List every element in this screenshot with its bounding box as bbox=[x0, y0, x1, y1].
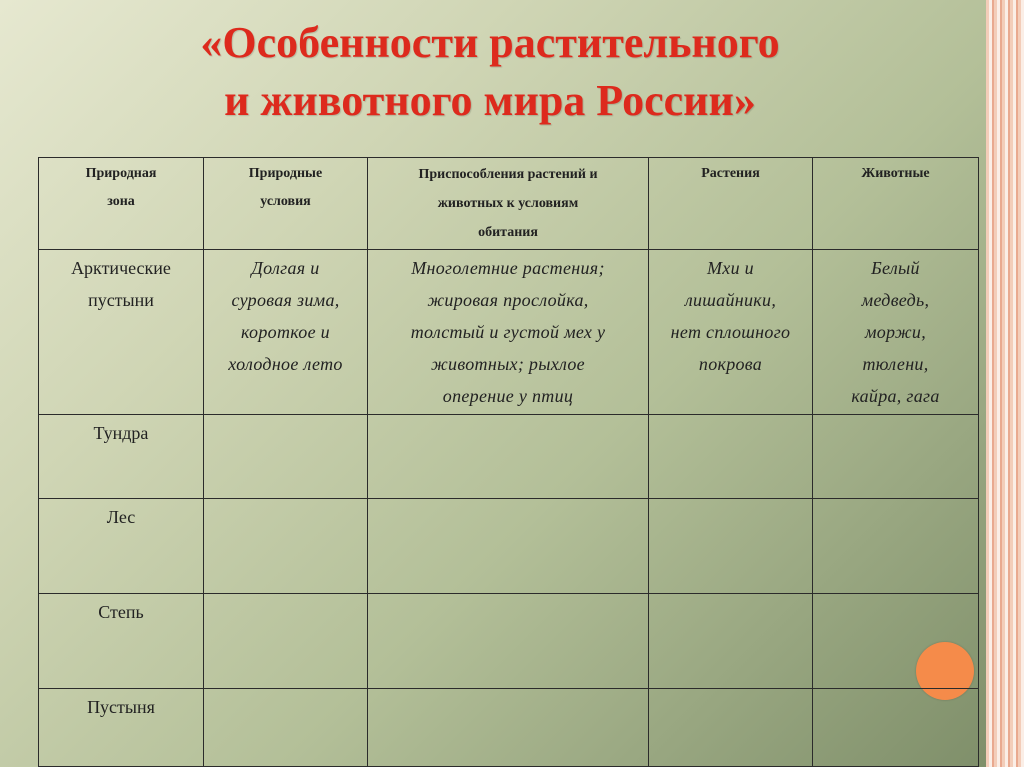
empty-cell bbox=[649, 594, 813, 689]
header-adaptations bbox=[368, 158, 649, 250]
cell-text: животных; рыхлое bbox=[431, 354, 585, 374]
zone-text: Арктические bbox=[71, 258, 171, 278]
empty-cell bbox=[813, 499, 979, 594]
header-text: Природная bbox=[85, 166, 157, 181]
header-text: зона bbox=[107, 194, 135, 209]
table-row bbox=[39, 594, 979, 689]
zone-cell bbox=[39, 689, 204, 767]
zones-table bbox=[38, 157, 979, 767]
empty-cell bbox=[368, 499, 649, 594]
empty-cell bbox=[204, 415, 368, 499]
cell-text: оперение у птиц bbox=[442, 386, 574, 406]
empty-cell bbox=[649, 689, 813, 767]
empty-cell bbox=[368, 415, 649, 499]
header-text: Приспособления растений и bbox=[418, 167, 598, 182]
decorative-stripes bbox=[986, 0, 1024, 767]
empty-cell bbox=[813, 689, 979, 767]
cell-text: холодное лето bbox=[228, 354, 343, 374]
zone-text: Пустыня bbox=[87, 697, 155, 717]
header-row bbox=[39, 158, 979, 250]
header-animals bbox=[813, 158, 979, 250]
slide-title bbox=[40, 14, 940, 130]
conditions-cell bbox=[204, 250, 368, 415]
empty-cell bbox=[649, 499, 813, 594]
animals-cell bbox=[813, 250, 979, 415]
cell-text: Белый bbox=[871, 258, 920, 278]
zone-cell bbox=[39, 594, 204, 689]
title-line-2: и животного мира России» bbox=[224, 76, 756, 125]
empty-cell bbox=[813, 415, 979, 499]
empty-cell bbox=[649, 415, 813, 499]
zone-text: Степь bbox=[98, 602, 144, 622]
table-row bbox=[39, 689, 979, 767]
cell-text: Долгая и bbox=[251, 258, 320, 278]
empty-cell bbox=[813, 594, 979, 689]
zone-cell bbox=[39, 415, 204, 499]
header-conditions bbox=[204, 158, 368, 250]
table-row bbox=[39, 499, 979, 594]
header-zone bbox=[39, 158, 204, 250]
zone-cell bbox=[39, 499, 204, 594]
header-text: животных к условиям bbox=[437, 196, 579, 211]
table-row bbox=[39, 250, 979, 415]
cell-text: Многолетние растения; bbox=[411, 258, 605, 278]
cell-text: моржи, bbox=[864, 322, 927, 342]
zone-text: Тундра bbox=[93, 423, 149, 443]
empty-cell bbox=[204, 689, 368, 767]
empty-cell bbox=[368, 689, 649, 767]
table-row bbox=[39, 415, 979, 499]
zone-cell bbox=[39, 250, 204, 415]
cell-text: медведь, bbox=[861, 290, 930, 310]
cell-text: толстый и густой мех у bbox=[410, 322, 606, 342]
cell-text: суровая зима, bbox=[231, 290, 340, 310]
cell-text: лишайники, bbox=[684, 290, 777, 310]
header-text: Животные bbox=[861, 166, 930, 181]
empty-cell bbox=[368, 594, 649, 689]
empty-cell bbox=[204, 594, 368, 689]
cell-text: короткое и bbox=[241, 322, 330, 342]
title-line-1: «Особенности растительного bbox=[200, 18, 780, 67]
header-text: Природные bbox=[248, 166, 323, 181]
adaptations-cell bbox=[368, 250, 649, 415]
cell-text: покрова bbox=[698, 354, 763, 374]
zone-text: пустыни bbox=[88, 290, 154, 310]
header-text: Растения bbox=[701, 166, 760, 181]
cell-text: кайра, гага bbox=[851, 386, 940, 406]
header-plants bbox=[649, 158, 813, 250]
cell-text: жировая прослойка, bbox=[427, 290, 589, 310]
cell-text: тюлени, bbox=[862, 354, 929, 374]
cell-text: нет сплошного bbox=[670, 322, 791, 342]
header-text: условия bbox=[260, 194, 311, 209]
empty-cell bbox=[204, 499, 368, 594]
header-text: обитания bbox=[478, 225, 538, 240]
plants-cell bbox=[649, 250, 813, 415]
zone-text: Лес bbox=[106, 507, 136, 527]
cell-text: Мхи и bbox=[707, 258, 754, 278]
